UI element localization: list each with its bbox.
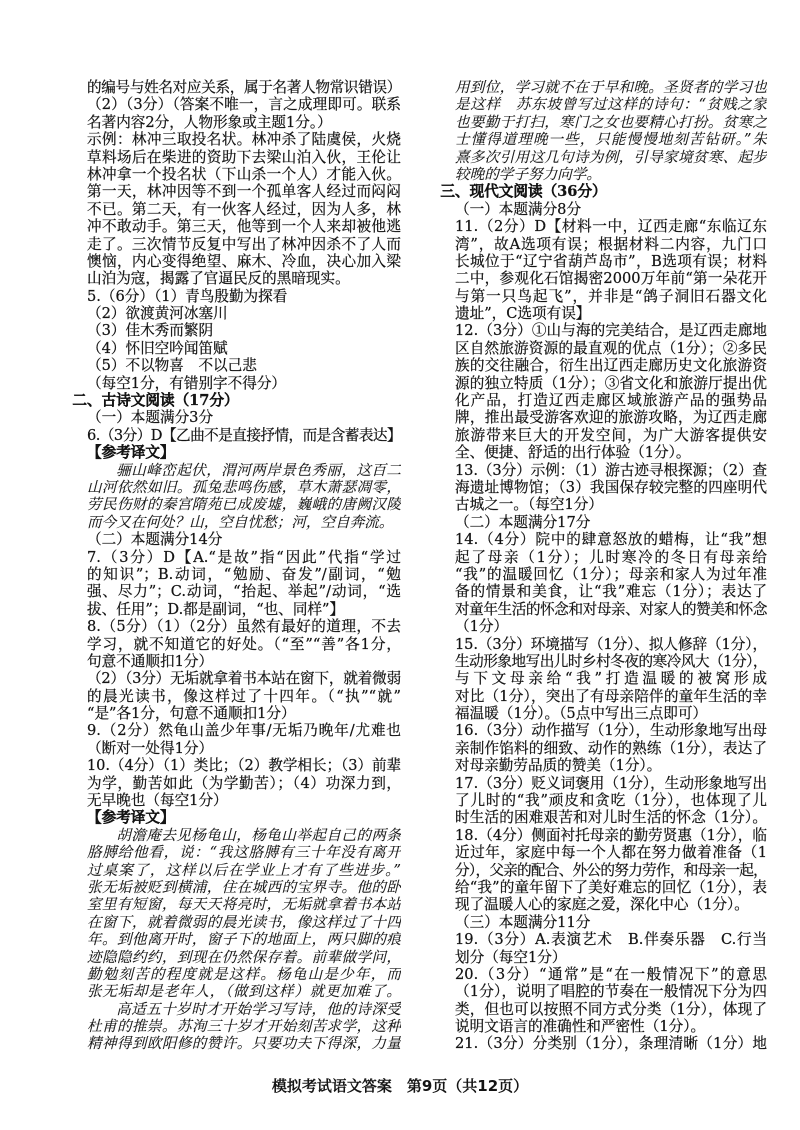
answer-line: 冲不敢动手。第三天，他等到一个人来却被他逃 bbox=[87, 218, 401, 236]
page-footer: 模拟考试语文答案 第9页（共12页） bbox=[271, 1077, 529, 1095]
answer-line: 走了。三次情节反复中写出了林冲因杀不了人而 bbox=[87, 235, 401, 253]
answer-line: 亲制作馅料的细致、动作的熟练（1分），表达了 bbox=[455, 739, 767, 757]
translation-line: 而今又在何处？山，空自忧愁；河，空自奔流。 bbox=[87, 513, 394, 531]
answer-line: 分），父亲的配合、外公的努力劳作，和母亲一起， bbox=[455, 861, 767, 879]
translation-line: 室里有短窗，每天天将亮时，无垢就拿着书本站 bbox=[87, 896, 401, 914]
question-16-line: 16.（3分）动作描写（1分），生动形象地写出母 bbox=[455, 722, 767, 740]
question-6-line: 6.（3分）D【乙曲不是直接抒情，而是含蓄表达】 bbox=[87, 426, 401, 444]
answer-line: 现了温暖人心的家庭之爱，深化中心（1分）。 bbox=[455, 896, 749, 914]
answer-line: 旅游带来巨大的开发空间，为广大游客提供安 bbox=[455, 426, 767, 444]
translation-line: 劳民伤财的秦宫隋苑已成废墟，巍峨的唐阙汉陵 bbox=[87, 496, 401, 514]
answer-line: 备的情景和美食，让“我”难忘（1分）；表达了 bbox=[455, 583, 767, 601]
answer-line: 与第一只鸟起飞”，并非是“鸽子洞旧石器文化 bbox=[455, 287, 767, 305]
answer-line: 示例：林冲三取投名状。林冲杀了陆虞侯，火烧 bbox=[87, 131, 401, 149]
answer-line: 拔、任用”；D.都是副词，“也、同样”】 bbox=[87, 600, 345, 618]
answer-line: 长城位于“辽宁省葫芦岛市”，B选项有误；材料 bbox=[455, 252, 767, 270]
answer-line: 化产品，打造辽西走廊区域旅游产品的强势品 bbox=[455, 392, 767, 410]
question-12-line: 12.（3分）①山与海的完美结合，是辽西走廊地 bbox=[455, 322, 767, 340]
answer-line: 草料场后在柴进的资助下去梁山泊入伙，王伦让 bbox=[87, 148, 401, 166]
answer-line: “是”各1分，句意不通顺扣1分） bbox=[87, 705, 296, 723]
translation-line: 也要勤于打扫，寒门之女也要精心打扮。贫寒之 bbox=[455, 113, 767, 131]
question-8-line: 8.（5分）（1）（2分）虽然有最好的道理，不去 bbox=[87, 618, 401, 636]
answer-line: 第一天，林冲因等不到一个孤单客人经过而闷闷 bbox=[87, 183, 401, 201]
answer-line: 时生活的困难艰苦和对儿时生活的怀念（1分）。 bbox=[455, 809, 767, 827]
question-9-line: 9.（2分）然龟山盖少年事/无垢乃晚年/尤难也 bbox=[87, 722, 401, 740]
section-heading: 二、古诗文阅读（17分） bbox=[72, 392, 239, 410]
question-11-line: 11.（2分）D【材料一中，辽西走廊“东临辽东 bbox=[455, 218, 767, 236]
answer-line: 名著内容2分，人物形象或主题1分。） bbox=[87, 113, 332, 131]
subsection-heading: （一）本题满分3分 bbox=[87, 409, 214, 427]
answer-line: 近过年，家庭中每一个人都在努力做着准备（1 bbox=[455, 844, 767, 862]
translation-line: 高适五十岁时才开始学习写诗，他的诗深受 bbox=[116, 1000, 401, 1018]
translation-heading: 【参考译文】 bbox=[87, 444, 175, 462]
answer-line: 生动形象地写出儿时乡村冬夜的寒冷风大（1分）， bbox=[455, 652, 767, 670]
answer-line: 海遗址博物馆；（3）我国保存较完整的四座明代 bbox=[455, 478, 767, 496]
answer-line: 牌，推出最受游客欢迎的旅游攻略，为辽西走廊 bbox=[455, 409, 767, 427]
right-column bbox=[440, 79, 767, 1053]
answer-line: 湾”，故A选项有误；根据材料二内容，九门口 bbox=[455, 235, 767, 253]
answer-line: （3）佳木秀而繁阴 bbox=[87, 322, 214, 340]
answer-line: 山泊为寇，揭露了官逼民反的黑暗现实。 bbox=[87, 270, 350, 288]
answer-line: （5）不以物喜 不以己悲 bbox=[87, 357, 257, 375]
translation-line: 山河依然如旧。孤兔悲鸣伤感，草木萧瑟凋零， bbox=[87, 478, 401, 496]
answer-line: 学习，就不知道它的好处。（“至”“善”各1分， bbox=[87, 635, 401, 653]
translation-heading: 【参考译文】 bbox=[87, 809, 175, 827]
translation-line: 在窗下，就着微弱的晨光读书，像这样过了十四 bbox=[87, 913, 401, 931]
section-heading: 三、现代文阅读（36分） bbox=[440, 183, 607, 201]
answer-line: 的晨光读书，像这样过了十四年。（“执”“就” bbox=[87, 687, 401, 705]
answer-line: 给“我”的童年留下了美好难忘的回忆（1分），表 bbox=[455, 878, 767, 896]
answer-line: 懊恼，内心变得绝望、麻木、冷血，决心加入梁 bbox=[87, 252, 401, 270]
answer-line: （4）怀旧空吟闻笛赋 bbox=[87, 339, 228, 357]
answer-line: 类，但也可以按照不同方式分类（1分），体现了 bbox=[455, 1000, 767, 1018]
subsection-heading: （一）本题满分8分 bbox=[455, 200, 582, 218]
question-18-line: 18.（4分）侧面衬托母亲的勤劳贤惠（1分），临 bbox=[455, 826, 767, 844]
question-14-line: 14.（4分）院中的肆意怒放的蜡梅，让“我”想 bbox=[455, 531, 767, 549]
answer-line: 不已。第二天，有一伙客人经过，因为人多，林 bbox=[87, 200, 401, 218]
answer-line: （2）（3分）（答案不唯一，言之成理即可。联系 bbox=[87, 96, 401, 114]
answer-line: （1分） bbox=[455, 618, 509, 636]
answer-line: 福温暖（1分）。（5点中写出三点即可） bbox=[455, 705, 708, 723]
question-21-line: 21.（3分）分类别（1分），条理清晰（1分）地 bbox=[455, 1035, 767, 1053]
translation-line: 迹隐隐约约，到现在仍然保存着。前辈做学问， bbox=[87, 948, 401, 966]
answer-line: 林冲拿一个投名状（下山杀一个人）才能入伙。 bbox=[87, 165, 401, 183]
answer-line: 源的独立特质（1分）；③省文化和旅游厅提出优 bbox=[455, 374, 767, 392]
answer-line: （2）欲渡黄河冰塞川 bbox=[87, 305, 228, 323]
translation-line: 士懂得道理晚一些，只能慢慢地刻苦钻研。”朱 bbox=[455, 131, 767, 149]
answer-line: 起了母亲（1分）；儿时寒冷的冬日有母亲给 bbox=[455, 548, 767, 566]
translation-line: 勤勉刻苦的程度就是这样。杨龟山是少年，而 bbox=[87, 965, 401, 983]
answer-line: 的知识”；B.动词，“勉励、奋发”/副词，“勉 bbox=[87, 565, 401, 583]
question-15-line: 15.（3分）环境描写（1分）、拟人修辞（1分）， bbox=[455, 635, 767, 653]
answer-line: 遗址”，C选项有误】 bbox=[455, 305, 591, 323]
answer-line: 区自然旅游资源的最直观的优点（1分）；②多民 bbox=[455, 339, 767, 357]
translation-line: 杜甫的推崇。苏洵三十岁才开始刻苦求学，这种 bbox=[87, 1018, 401, 1036]
answer-line: 强、尽力”；C.动词，“抬起、举起”/动词，“选 bbox=[87, 583, 401, 601]
question-5-line: 5.（6分）（1）青鸟殷勤为探看 bbox=[87, 287, 288, 305]
translation-line: 较晚的学子努力向学。 bbox=[455, 165, 601, 183]
translation-line: 是这样 苏东坡曾写过这样的诗句：“贫贱之家 bbox=[455, 96, 767, 114]
translation-line: 熹多次引用这几句诗为例，引导家境贫寒、起步 bbox=[455, 148, 767, 166]
answer-line: 划分（每空1分） bbox=[455, 948, 567, 966]
answer-line: （2）（3分）无垢就拿着书本站在窗下，就着微弱 bbox=[87, 670, 401, 688]
translation-line: 胳膊给他看，说：“我这胳膊有三十年没有离开 bbox=[87, 844, 401, 862]
answer-line: 为学，勤苦如此（为学勤苦）；（4）功深力到， bbox=[87, 774, 401, 792]
left-column bbox=[72, 79, 401, 1053]
question-19-line: 19.（3分）A.表演艺术 B.伴奏乐器 C.行当 bbox=[455, 931, 767, 949]
question-17-line: 17.（3分）贬义词褒用（1分），生动形象地写出 bbox=[455, 774, 767, 792]
subsection-heading: （二）本题满分17分 bbox=[455, 513, 591, 531]
answer-line: 了儿时的“我”顽皮和贪吃（1分），也体现了儿 bbox=[455, 792, 767, 810]
question-7-line: 7.（3分）D【A.“是故”指“因此”代指“学过 bbox=[87, 548, 401, 566]
translation-line: 胡澹庵去见杨龟山，杨龟山举起自己的两条 bbox=[116, 826, 401, 844]
answer-line: 与下文母亲给“我”打造温暖的被窝形成 bbox=[455, 670, 767, 688]
question-10-line: 10.（4分）（1）类比；（2）教学相长；（3）前辈 bbox=[87, 757, 401, 775]
translation-line: 过桌案了，这样以后在学业上才有了些进步。” bbox=[87, 861, 401, 879]
answer-line: 全、便捷、舒适的出行体验（1分）。 bbox=[455, 444, 691, 462]
answer-line: 句意不通顺扣1分） bbox=[87, 652, 214, 670]
answer-line: “我”的温暖回忆（1分）；母亲和家人为过年准 bbox=[455, 565, 767, 583]
subsection-heading: （二）本题满分14分 bbox=[87, 531, 223, 549]
translation-line: 骊山峰峦起伏，渭河两岸景色秀丽，这百二 bbox=[116, 461, 401, 479]
translation-line: 张无垢被贬到横浦，住在城西的宝界寺。他的卧 bbox=[87, 878, 401, 896]
subsection-heading: （三）本题满分11分 bbox=[455, 913, 591, 931]
scoring-note: （每空1分，有错别字不得分） bbox=[87, 374, 287, 392]
answer-line: （断对一处得1分） bbox=[87, 739, 214, 757]
translation-line: 用到位，学习就不在于早和晚。圣贤者的学习也 bbox=[455, 79, 767, 96]
answer-line: 古城之一。（每空1分） bbox=[455, 496, 603, 514]
answer-line: 对比（1分），突出了有母亲陪伴的童年生活的幸 bbox=[455, 687, 767, 705]
answer-line: 对母亲勤劳品质的赞美（1分）。 bbox=[455, 757, 662, 775]
answer-line: 无早晚也（每空1分） bbox=[87, 792, 228, 810]
answer-line: （1分），说明了唱腔的节奏在一般情况下分为四 bbox=[455, 983, 767, 1001]
translation-line: 精神得到欧阳修的赞许。只要功夫下得深，力量 bbox=[87, 1035, 401, 1053]
answer-line: 族的交往融合，衍生出辽西走廊历史文化旅游资 bbox=[455, 357, 767, 375]
answer-line: 的编号与姓名对应关系，属于名著人物常识错误） bbox=[87, 79, 401, 96]
question-13-line: 13.（3分）示例：（1）游古迹寻根探源；（2）查 bbox=[455, 461, 767, 479]
answer-line: 对童年生活的怀念和对母亲、对家人的赞美和怀念 bbox=[455, 600, 767, 618]
answer-line: 二中，参观化石馆揭密2000万年前“第一朵花开 bbox=[455, 270, 767, 288]
answer-line: 说明文语言的准确性和严密性（1分）。 bbox=[455, 1018, 706, 1036]
question-20-line: 20.（3分）“通常”是“在一般情况下”的意思 bbox=[455, 965, 767, 983]
translation-line: 张无垢却是老年人，（做到这样）就更加难了。 bbox=[87, 983, 401, 1001]
translation-line: 年。到他离开时，窗子下的地面上，两只脚的痕 bbox=[87, 931, 401, 949]
